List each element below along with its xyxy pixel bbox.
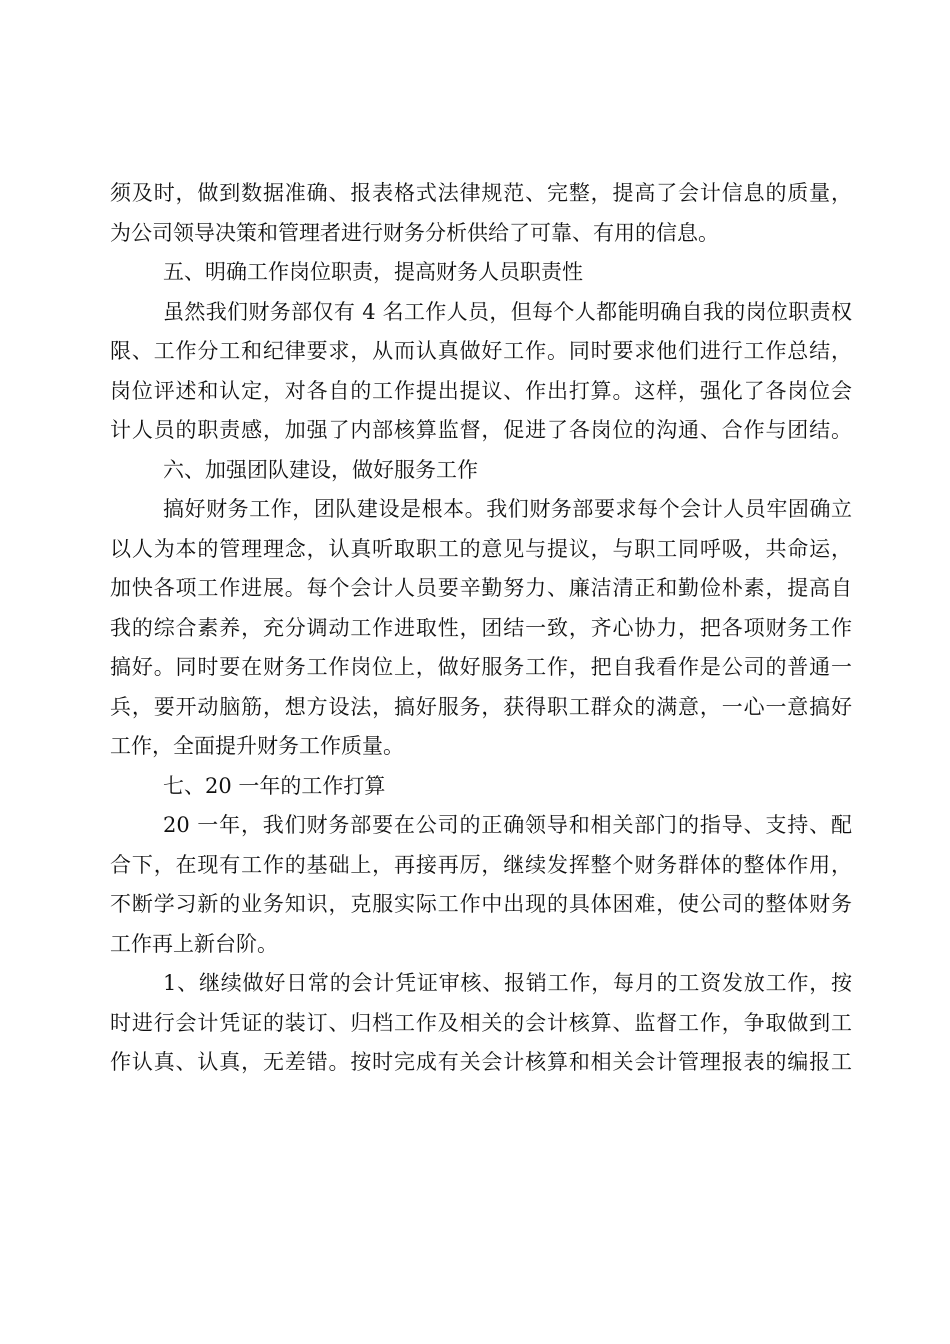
section-heading-6: [110, 451, 852, 491]
text-line: 工作再上新台阶。: [110, 931, 278, 956]
heading-text: 六、加强团队建设，做好服务工作: [163, 457, 478, 482]
text-line: 20 一年，我们财务部要在公司的正确领导和相关部门的指导、支持、配: [163, 813, 852, 837]
text-line: 合下，在现有工作的基础上，再接再厉，继续发挥整个财务群体的整体作用，: [110, 852, 852, 877]
paragraph: [110, 806, 852, 964]
paragraph: [110, 293, 852, 451]
text-line: 以人为本的管理理念，认真听取职工的意见与提议，与职工同呼吸，共命运，: [110, 536, 852, 561]
text-line: 为公司领导决策和管理者进行财务分析供给了可靠、有用的信息。: [110, 220, 719, 245]
text-line: 兵，要开动脑筋，想方设法，搞好服务，获得职工群众的满意，一心一意搞好: [110, 694, 852, 719]
heading-text: 七、20 一年的工作打算: [163, 773, 386, 798]
text-line: 不断学习新的业务知识，克服实际工作中出现的具体困难，使公司的整体财务: [110, 892, 852, 916]
document-page: [110, 174, 852, 1083]
text-line: 作认真、认真，无差错。按时完成有关会计核算和相关会计管理报表的编报工: [110, 1050, 852, 1074]
text-line: 我的综合素养，充分调动工作进取性，团结一致，齐心协力，把各项财务工作: [110, 615, 852, 640]
paragraph-continued: [110, 174, 852, 253]
section-heading-5: [110, 253, 852, 293]
text-line: 限、工作分工和纪律要求，从而认真做好工作。同时要求他们进行工作总结，: [110, 339, 852, 363]
numbered-paragraph: [110, 964, 852, 1083]
text-line: 工作，全面提升财务工作质量。: [110, 734, 404, 758]
paragraph: [110, 490, 852, 767]
text-line: 搞好财务工作，团队建设是根本。我们财务部要求每个会计人员牢固确立: [163, 497, 852, 521]
text-line: 虽然我们财务部仅有 4 名工作人员，但每个人都能明确自我的岗位职责权: [163, 299, 852, 324]
heading-text: 五、明确工作岗位职责，提高财务人员职责性: [163, 260, 583, 284]
text-line: 1、继续做好日常的会计凭证审核、报销工作，每月的工资发放工作，按: [163, 971, 852, 995]
text-line: 时进行会计凭证的装订、归档工作及相关的会计核算、监督工作，争取做到工: [110, 1010, 852, 1035]
section-heading-7: [110, 767, 852, 807]
text-line: 搞好。同时要在财务工作岗位上，做好服务工作，把自我看作是公司的普通一: [110, 655, 852, 679]
text-line: 须及时，做到数据准确、报表格式法律规范、完整，提高了会计信息的质量，: [110, 181, 852, 205]
text-line: 计人员的职责感，加强了内部核算监督，促进了各岗位的沟通、合作与团结。: [110, 418, 852, 442]
text-line: 加快各项工作进展。每个会计人员要辛勤努力、廉洁清正和勤俭朴素，提高自: [110, 576, 852, 600]
text-line: 岗位评述和认定，对各自的工作提出提议、作出打算。这样，强化了各岗位会: [110, 378, 852, 403]
